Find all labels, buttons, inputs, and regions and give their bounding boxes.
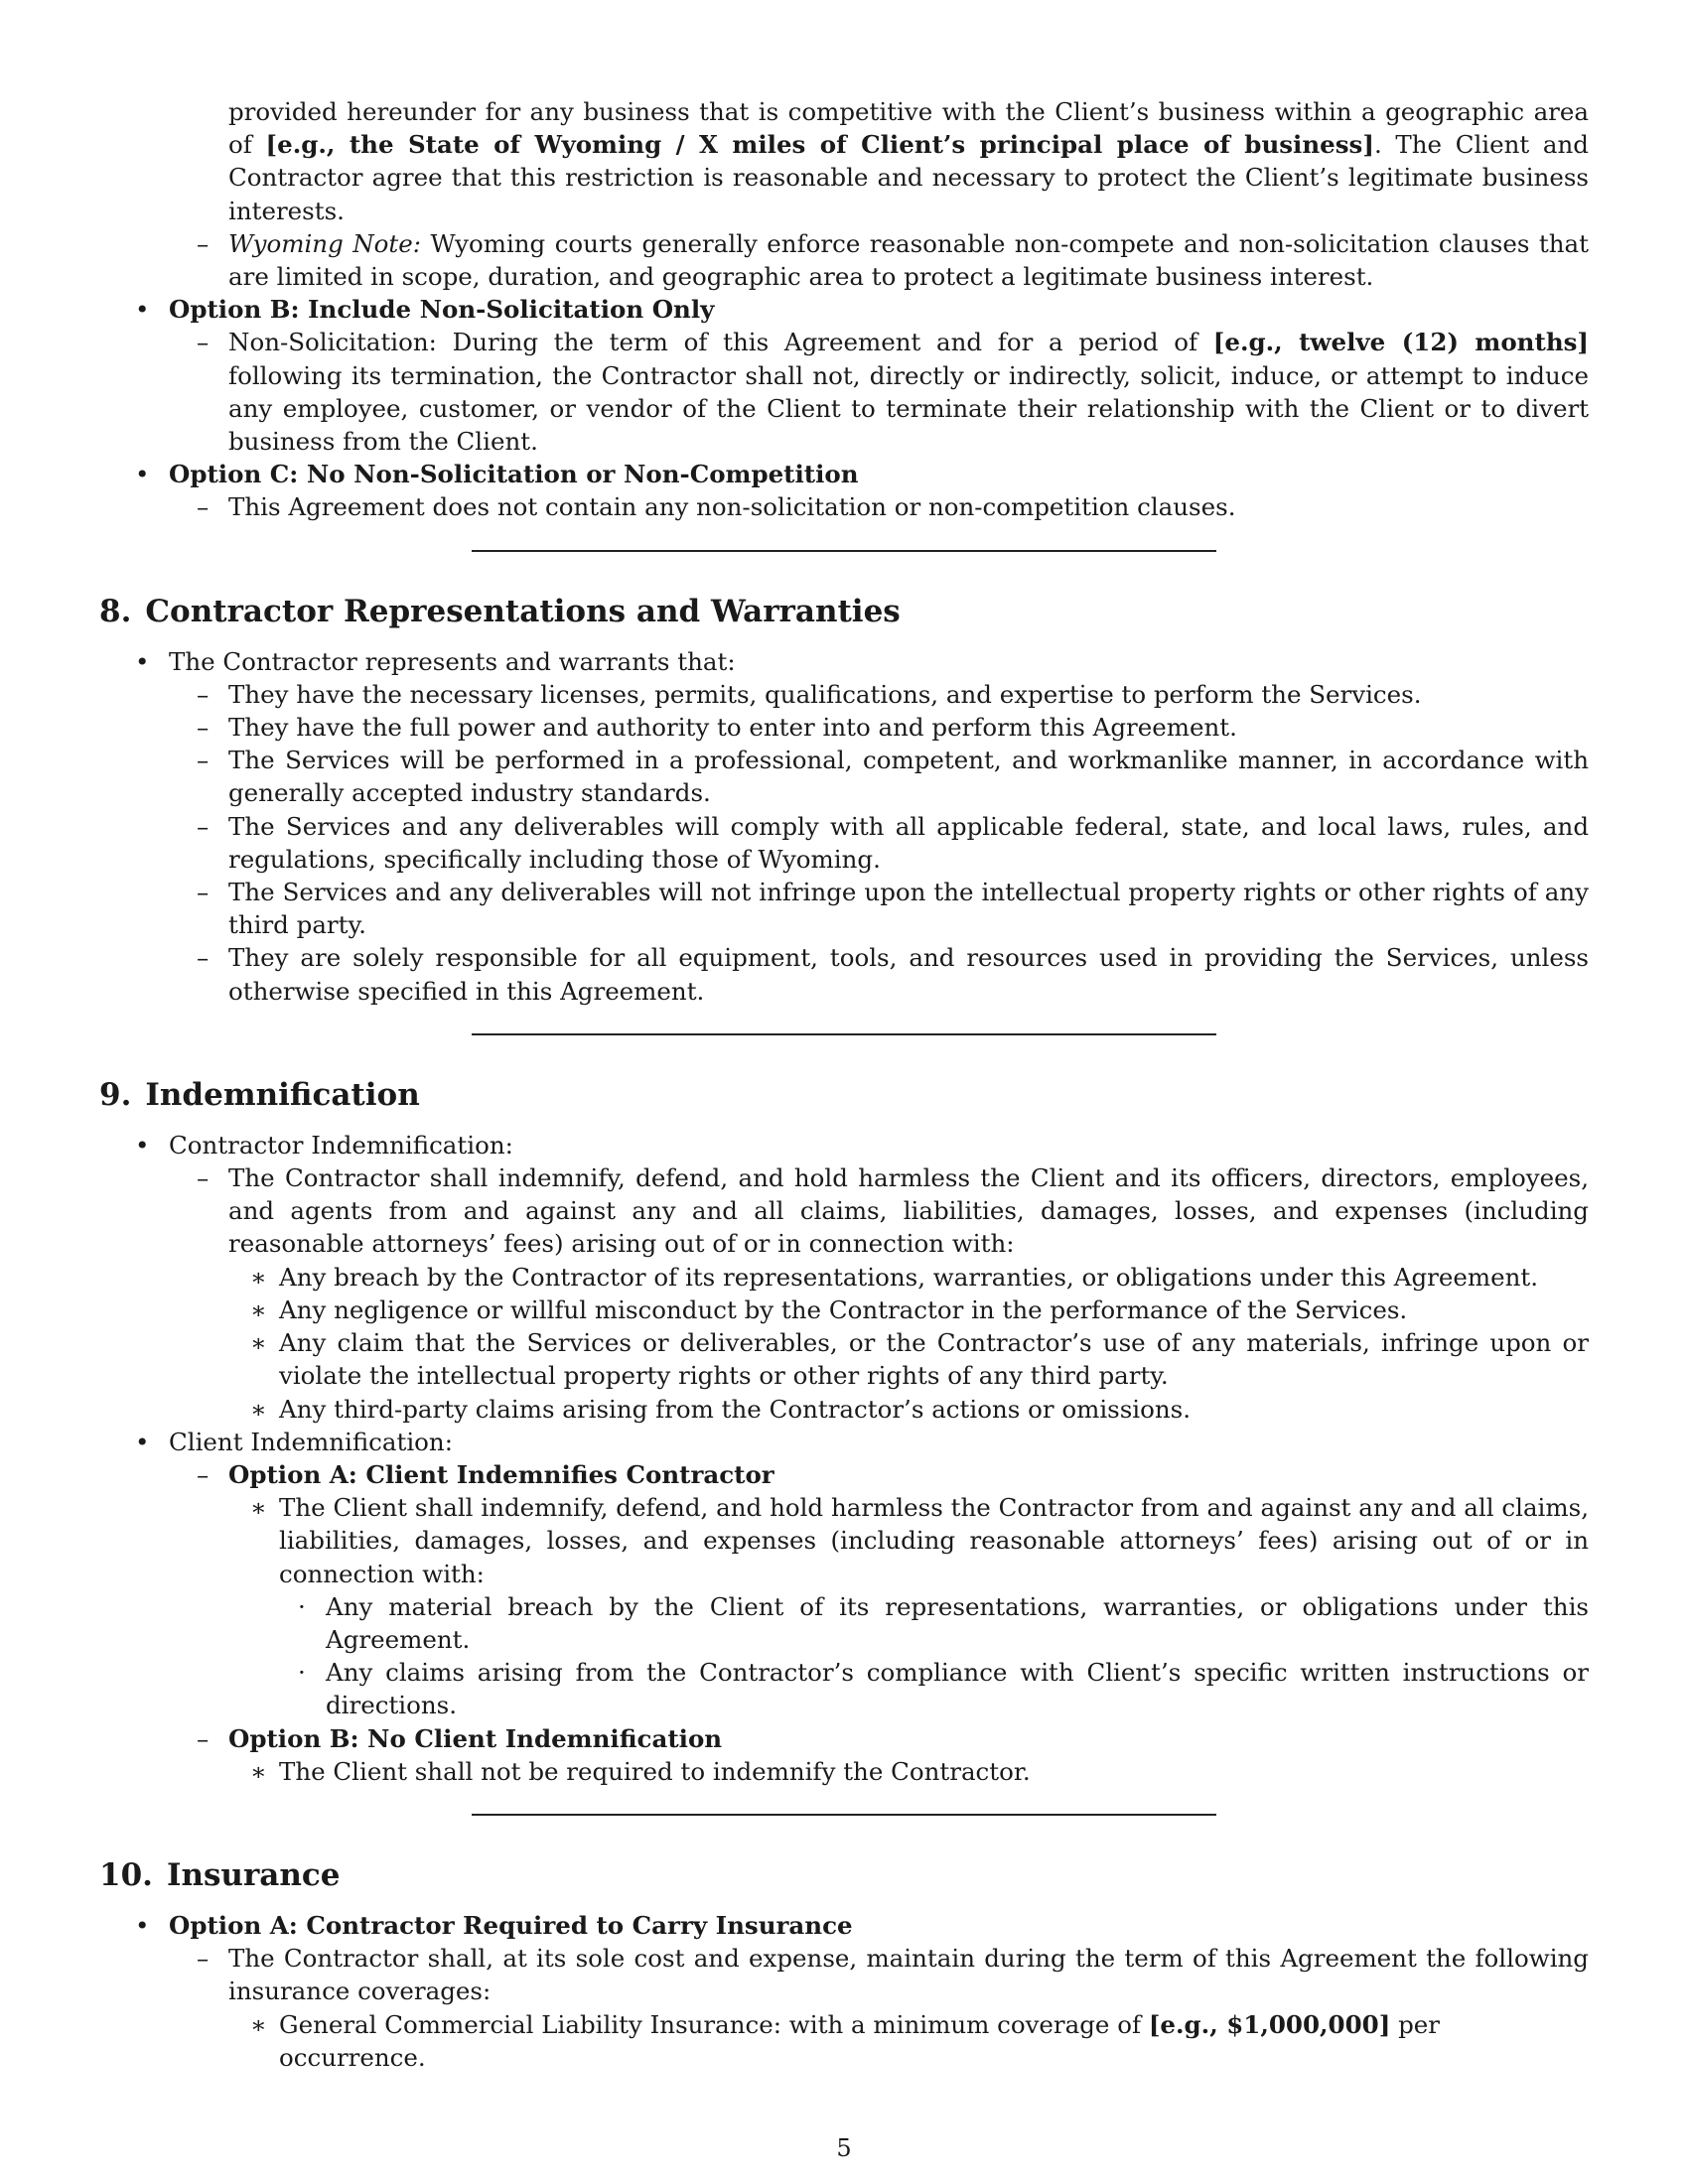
wyoming-note bbox=[99, 227, 1589, 293]
list-item bbox=[99, 810, 1589, 876]
indemnity-item: Any negligence or willful misconduct by the Contractor in the performance of the Services. bbox=[279, 1295, 1408, 1324]
section-title: Contractor Representations and Warranties bbox=[145, 593, 901, 629]
dot-bullet: · bbox=[298, 1658, 306, 1688]
asterisk-bullet: ∗ bbox=[250, 1493, 267, 1523]
dash-bullet: – bbox=[197, 328, 210, 357]
list-item bbox=[99, 645, 1589, 678]
option-c-text bbox=[99, 490, 1589, 523]
list-item bbox=[99, 941, 1589, 1007]
dash-bullet: – bbox=[197, 228, 210, 258]
warranty-item: The Services will be performed in a professional, competent, and workmanlike manner, in accordance with generally accepted industry standards. bbox=[228, 746, 1589, 808]
asterisk-bullet: ∗ bbox=[250, 2009, 267, 2039]
placeholder-geographic-area: [e.g., the State of Wyoming / X miles of Client’s principal place of business] bbox=[265, 130, 1374, 160]
page-number: 5 bbox=[836, 2134, 852, 2162]
note-label: Wyoming Note: bbox=[228, 228, 422, 258]
list-item bbox=[99, 1326, 1589, 1392]
list-item bbox=[99, 711, 1589, 744]
warranty-item: They have the full power and authority to enter into and perform this Agreement. bbox=[228, 713, 1237, 743]
option-a-heading bbox=[99, 1909, 1589, 1942]
dash-bullet: – bbox=[197, 943, 210, 973]
asterisk-bullet: ∗ bbox=[250, 1328, 267, 1358]
section-number: 8. bbox=[99, 593, 132, 629]
dash-bullet: – bbox=[197, 1163, 210, 1193]
bullet: • bbox=[135, 1910, 150, 1940]
section-number: 10. bbox=[99, 1856, 153, 1893]
dash-bullet: – bbox=[197, 746, 210, 775]
dash-bullet: – bbox=[197, 1723, 210, 1753]
asterisk-bullet: ∗ bbox=[250, 1262, 267, 1292]
dash-bullet: – bbox=[197, 811, 210, 841]
list-item bbox=[99, 1656, 1589, 1721]
warranty-item: The Services and any deliverables will comply with all applicable federal, state, and local laws, rules, and regulations, specifically including those of Wyoming. bbox=[228, 811, 1589, 874]
section-heading bbox=[99, 1855, 1589, 1895]
placeholder-duration: [e.g., twelve (12) months] bbox=[1212, 328, 1590, 357]
list-item bbox=[99, 1426, 1589, 1458]
section-divider bbox=[472, 550, 1216, 552]
text-run: following its termination, the Contractor shall not, directly or indirectly, solicit, induce, or attempt to induce any employee, customer, or vendor of the Client to terminate their relationship with the Client or to divert business from the Client. bbox=[228, 360, 1589, 457]
text-run: The Contractor represents and warrants that: bbox=[169, 646, 736, 676]
option-b-heading bbox=[99, 1722, 1589, 1755]
list-item bbox=[99, 1942, 1589, 2007]
option-title: Option B: Include Non-Solicitation Only bbox=[169, 295, 715, 325]
text-run: General Commercial Liability Insurance: with a minimum coverage of bbox=[279, 2009, 1149, 2039]
section-divider bbox=[472, 1814, 1216, 1816]
text-run: The Client shall not be required to indemnify the Contractor. bbox=[279, 1756, 1031, 1786]
dash-bullet: – bbox=[197, 679, 210, 709]
list-item bbox=[99, 678, 1589, 711]
bullet: • bbox=[135, 646, 150, 676]
indemnity-item: Any breach by the Contractor of its representations, warranties, or obligations under this Agreement. bbox=[279, 1262, 1539, 1292]
bullet: • bbox=[135, 295, 150, 325]
option-title: Option B: No Client Indemnification bbox=[228, 1723, 723, 1753]
asterisk-bullet: ∗ bbox=[250, 1394, 267, 1424]
dash-bullet: – bbox=[197, 1944, 210, 1974]
list-item bbox=[99, 876, 1589, 941]
list-item bbox=[99, 1393, 1589, 1426]
section-title: Insurance bbox=[166, 1856, 341, 1893]
list-item bbox=[99, 1755, 1589, 1788]
section-title: Indemnification bbox=[145, 1076, 420, 1113]
text-run: per occurrence. bbox=[279, 2009, 1440, 2072]
option-title: Option A: Client Indemnifies Contractor bbox=[228, 1459, 774, 1489]
list-item bbox=[99, 1590, 1589, 1656]
list-item bbox=[99, 2008, 1589, 2074]
dash-bullet: – bbox=[197, 1459, 210, 1489]
text-run: Contractor Indemnification: bbox=[169, 1130, 513, 1160]
asterisk-bullet: ∗ bbox=[250, 1295, 267, 1324]
dash-bullet: – bbox=[197, 492, 210, 522]
text-run: . The Client and Contractor agree that this restriction is reasonable and necessary to protect the Client’s legitimate business interests. bbox=[228, 130, 1589, 225]
text-run: This Agreement does not contain any non-solicitation or non-competition clauses. bbox=[228, 492, 1236, 522]
warranty-item: They have the necessary licenses, permits, qualifications, and expertise to perform the Services. bbox=[228, 679, 1422, 709]
text-run: Client Indemnification: bbox=[169, 1427, 453, 1456]
bullet: • bbox=[135, 1427, 150, 1456]
indemnity-item: Any material breach by the Client of its representations, warranties, or obligations under this Agreement. bbox=[326, 1591, 1589, 1654]
document-page bbox=[99, 95, 1589, 2074]
option-a-heading bbox=[99, 1458, 1589, 1491]
non-solicitation-clause bbox=[99, 326, 1589, 458]
list-item bbox=[99, 1161, 1589, 1261]
text-run: Non-Solicitation: During the term of this Agreement and for a period of bbox=[228, 328, 1213, 357]
option-c-heading bbox=[99, 458, 1589, 490]
section-number: 9. bbox=[99, 1076, 132, 1113]
dash-bullet: – bbox=[197, 713, 210, 743]
list-item bbox=[99, 1491, 1589, 1590]
bullet: • bbox=[135, 460, 150, 489]
section-divider bbox=[472, 1033, 1216, 1035]
list-item bbox=[99, 1261, 1589, 1294]
text-run: The Contractor shall indemnify, defend, and hold harmless the Client and its officers, directors, employees, and agents from and against any and all claims, liabilities, damages, losses, and expenses (including reasonable attorneys’ fees) arising out of or in connection with: bbox=[228, 1163, 1589, 1259]
list-item bbox=[99, 744, 1589, 809]
indemnity-item: Any claim that the Services or deliverables, or the Contractor’s use of any materials, infringe upon or violate the intellectual property rights or other rights of any third party. bbox=[279, 1328, 1589, 1391]
bullet: • bbox=[135, 1130, 150, 1160]
indemnity-item: Any third-party claims arising from the Contractor’s actions or omissions. bbox=[279, 1394, 1192, 1424]
text-run: provided hereunder for any business that is competitive with the Client’s business within a geographic area of bbox=[228, 97, 1589, 160]
dot-bullet: · bbox=[298, 1591, 306, 1621]
option-title: Option A: Contractor Required to Carry Insurance bbox=[169, 1910, 853, 1940]
placeholder-coverage: [e.g., $1,000,000] bbox=[1148, 2009, 1391, 2039]
section-heading bbox=[99, 1075, 1589, 1115]
text-run: The Client shall indemnify, defend, and hold harmless the Contractor from and against any and all claims, liabilities, damages, losses, and expenses (including reasonable attorneys’ fees) arising out of or in connection with: bbox=[279, 1493, 1589, 1588]
warranty-item: The Services and any deliverables will not infringe upon the intellectual property rights or other rights of any third party. bbox=[228, 878, 1589, 940]
asterisk-bullet: ∗ bbox=[250, 1756, 267, 1786]
list-item bbox=[99, 1129, 1589, 1161]
section-heading bbox=[99, 592, 1589, 631]
dash-bullet: – bbox=[197, 878, 210, 907]
text-run: The Contractor shall, at its sole cost and expense, maintain during the term of this Agreement the following insurance coverages: bbox=[228, 1944, 1589, 2006]
list-item bbox=[99, 1294, 1589, 1326]
indemnity-item: Any claims arising from the Contractor’s compliance with Client’s specific written instructions or directions. bbox=[326, 1658, 1589, 1720]
non-compete-continuation bbox=[99, 95, 1589, 227]
note-text: Wyoming courts generally enforce reasonable non-compete and non-solicitation clauses that are limited in scope, duration, and geographic area to protect a legitimate business interest. bbox=[228, 228, 1589, 292]
option-b-heading bbox=[99, 293, 1589, 326]
warranty-item: They are solely responsible for all equipment, tools, and resources used in providing the Services, unless otherwise specified in this Agreement. bbox=[228, 943, 1589, 1006]
option-title: Option C: No Non-Solicitation or Non-Competition bbox=[169, 460, 859, 489]
